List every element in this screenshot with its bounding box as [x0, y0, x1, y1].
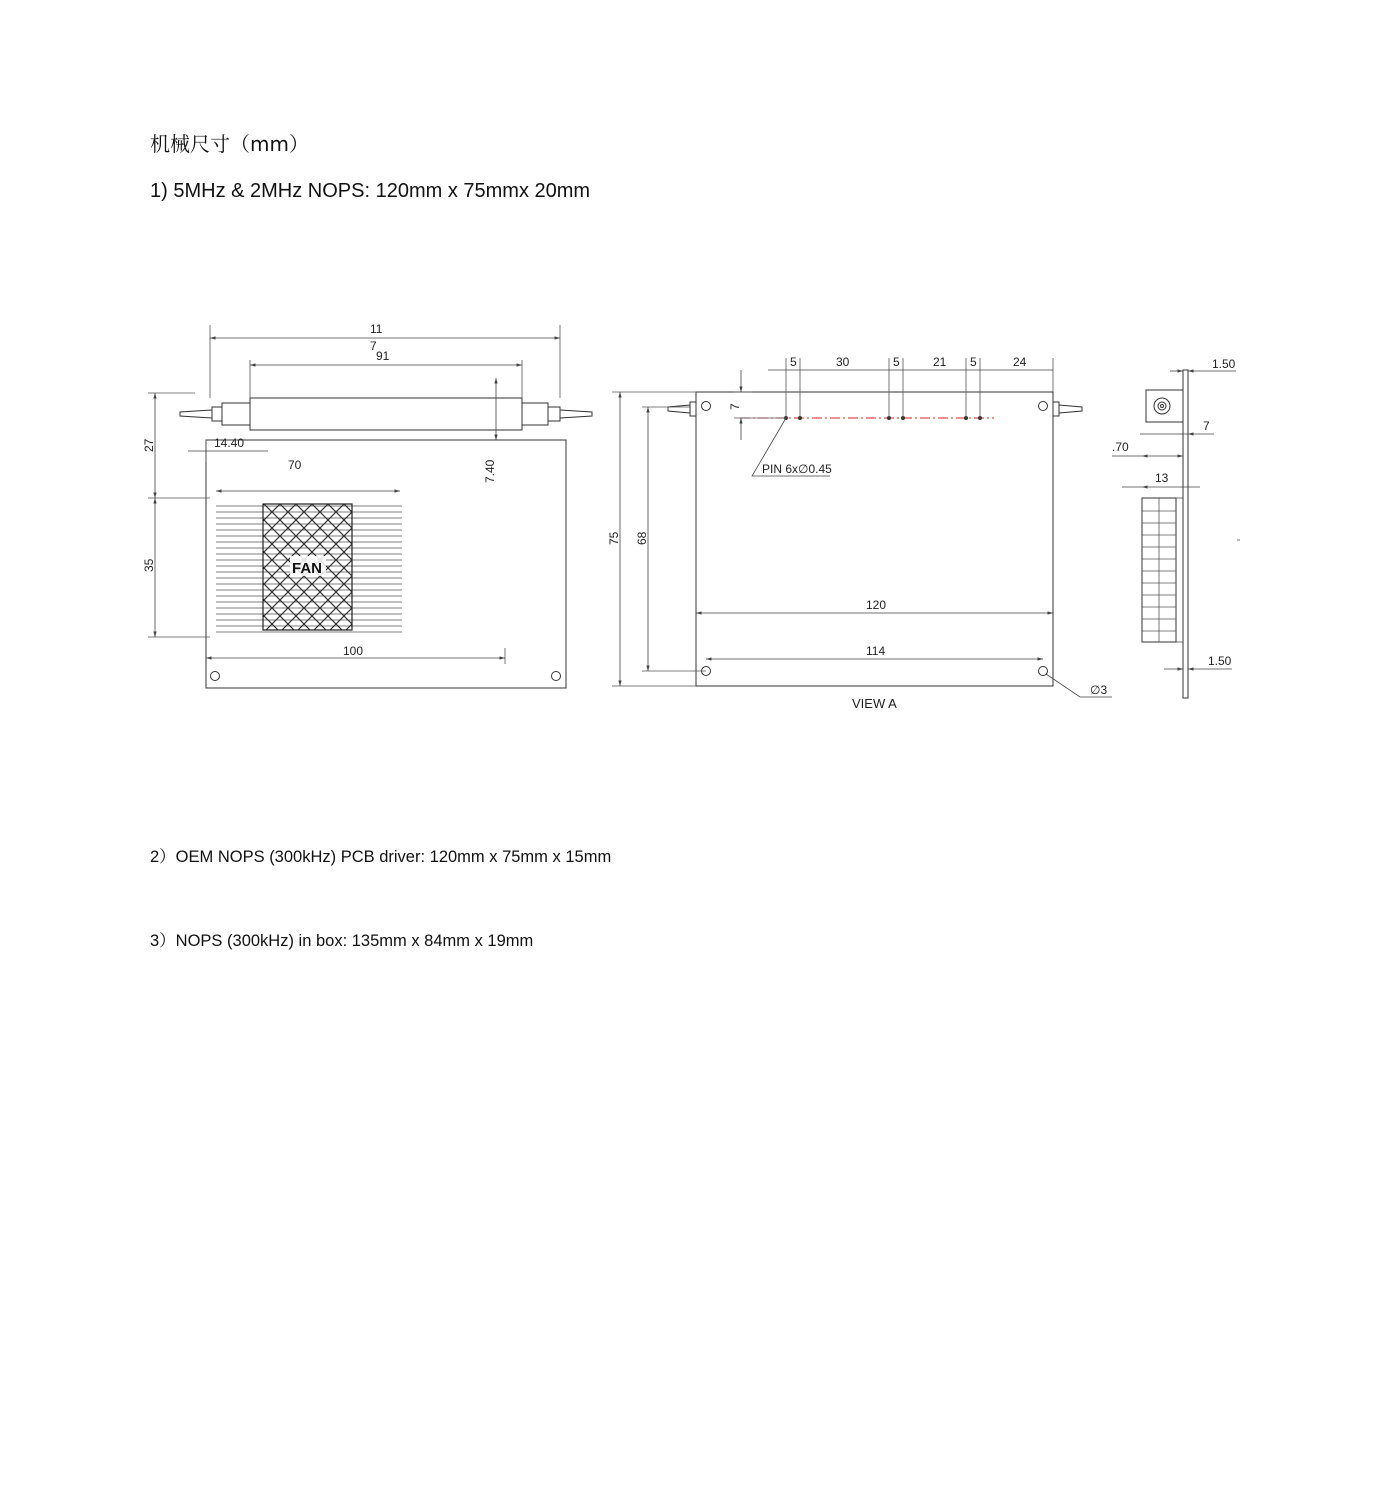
dim-1-50-top: 1.50 — [1212, 357, 1236, 371]
dim-75: 75 — [607, 531, 621, 545]
right-connector — [522, 403, 592, 425]
dim-27: 27 — [142, 438, 156, 452]
left-board-outline — [206, 440, 566, 688]
view-a-right-connector — [1053, 402, 1082, 416]
view-a-label: VIEW A — [852, 696, 897, 711]
view-a-left-connector — [668, 402, 696, 416]
dim-30: 30 — [836, 355, 850, 369]
dim-120: 120 — [866, 598, 887, 612]
view-a-board-outline — [696, 392, 1053, 686]
dim-7-side: 7 — [1203, 419, 1210, 433]
dim-7-40: 7.40 — [483, 459, 497, 483]
dim-91: 91 — [376, 349, 390, 363]
section-heading: 机械尺寸（mm） — [150, 132, 309, 156]
dim-68: 68 — [635, 531, 649, 545]
side-connector — [1146, 390, 1183, 422]
dim-5-b: 5 — [893, 355, 900, 369]
side-heatsink — [1142, 498, 1183, 642]
view-a-mount-hole — [1039, 402, 1048, 411]
view-a-mount-hole — [702, 402, 711, 411]
dim-70-left: 70 — [288, 458, 302, 472]
dim-13: 13 — [1155, 471, 1169, 485]
dim-5-a: 5 — [790, 355, 797, 369]
view-a — [607, 355, 1112, 711]
dim-70-side: .70 — [1112, 440, 1129, 454]
dim-114: 114 — [866, 644, 886, 658]
left-connector — [180, 403, 250, 425]
fiber-tube — [250, 398, 522, 430]
fan-label: FAN — [292, 560, 322, 577]
hole-callout: ∅3 — [1090, 683, 1108, 697]
dim-117-top: 11 — [370, 322, 383, 336]
side-view — [1112, 357, 1240, 698]
dim-1-50-bottom: 1.50 — [1208, 654, 1232, 668]
dim-100: 100 — [343, 644, 364, 658]
spec-line-2: 2）OEM NOPS (300kHz) PCB driver: 120mm x 75mm x 15mm — [150, 848, 612, 866]
left-view — [142, 322, 592, 688]
dim-5-c: 5 — [970, 355, 977, 369]
pin-callout: PIN 6x∅0.45 — [762, 462, 832, 476]
dim-7-mid: 7 — [728, 403, 742, 410]
dim-35: 35 — [142, 558, 156, 572]
left-mount-hole — [211, 672, 220, 681]
dim-21: 21 — [933, 355, 947, 369]
dim-14-40: 14.40 — [214, 436, 245, 450]
dim-24: 24 — [1013, 355, 1027, 369]
spec-line-1: 1) 5MHz & 2MHz NOPS: 120mm x 75mmx 20mm — [150, 180, 591, 202]
side-board-edge — [1183, 370, 1188, 698]
spec-line-3: 3）NOPS (300kHz) in box: 135mm x 84mm x 19mm — [150, 932, 534, 950]
dim-117-bottom: 7 — [370, 339, 377, 353]
left-mount-hole — [552, 672, 561, 681]
